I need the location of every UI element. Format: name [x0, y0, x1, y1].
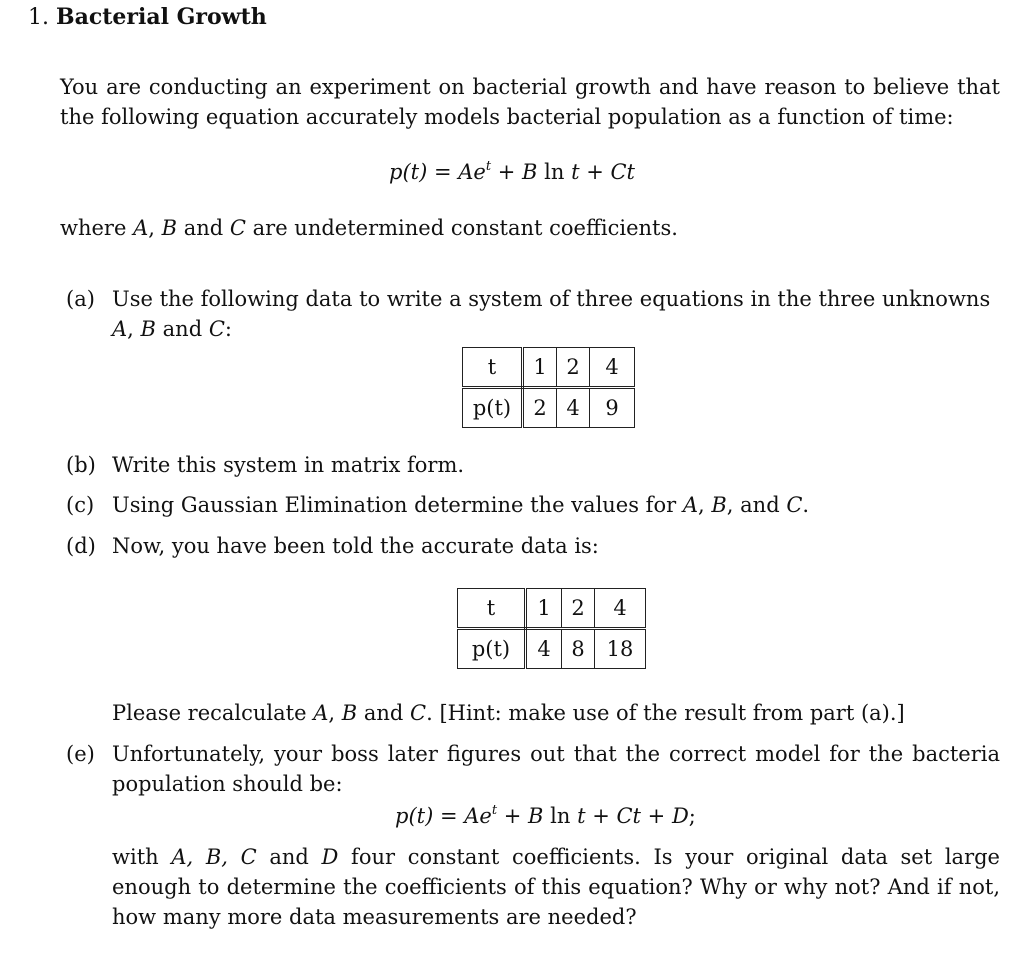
part-b-text: Write this system in matrix form. — [112, 453, 465, 477]
part-d-label: (d) — [66, 534, 96, 558]
table-row: t 1 2 4 — [458, 589, 646, 629]
model-equation: $p(t) = Ae^t + B$ ln t + Ct — [389, 159, 635, 184]
intro-paragraph: You are conducting an experiment on bacterial growth and have reason to believe that the following equation accurately models bacterial population as a function of time: — [60, 75, 1000, 129]
part-b-label: (b) — [66, 453, 96, 477]
part-a-text: Use the following data to write a system of three equations in the three unknowns A, B and C: — [112, 287, 991, 341]
table-row: p(t) 2 4 9 — [463, 388, 635, 428]
part-c-text: Using Gaussian Elimination determine the values for A, B, and C. — [112, 493, 810, 517]
part-c — [60, 490, 1000, 520]
table-row: p(t) 4 8 18 — [458, 629, 646, 669]
part-c-label: (c) — [66, 493, 95, 517]
part-e-question: with A, B, C and D four constant coefficients. Is your original data set large enough to determine the coefficients of this equation? Why or why not? And if not, how many more data measurements are needed? — [112, 845, 1000, 929]
part-e-label: (e) — [66, 742, 95, 766]
part-d-text: Now, you have been told the accurate data is: — [112, 534, 599, 558]
problem-heading — [28, 2, 267, 33]
part-e-text: Unfortunately, your boss later figures out that the correct model for the bacteria population should be: — [112, 742, 1000, 796]
part-d — [60, 531, 1000, 561]
problem-number: 1. — [28, 5, 49, 30]
data-table-d — [457, 588, 646, 669]
data-table-a — [462, 347, 635, 428]
part-d-followup: Please recalculate A, B and C. [Hint: make use of the result from part (a).] — [112, 701, 905, 725]
part-a — [60, 284, 1000, 344]
part-b — [60, 450, 1000, 480]
where-line: where A, B and C are undetermined constant coefficients. — [60, 216, 678, 240]
table-row: t 1 2 4 — [463, 348, 635, 388]
part-a-label: (a) — [66, 287, 95, 311]
problem-title: Bacterial Growth — [56, 4, 267, 30]
revised-model-equation: $p(t) = Ae^t + B$ ln t + Ct + D; — [395, 803, 696, 828]
